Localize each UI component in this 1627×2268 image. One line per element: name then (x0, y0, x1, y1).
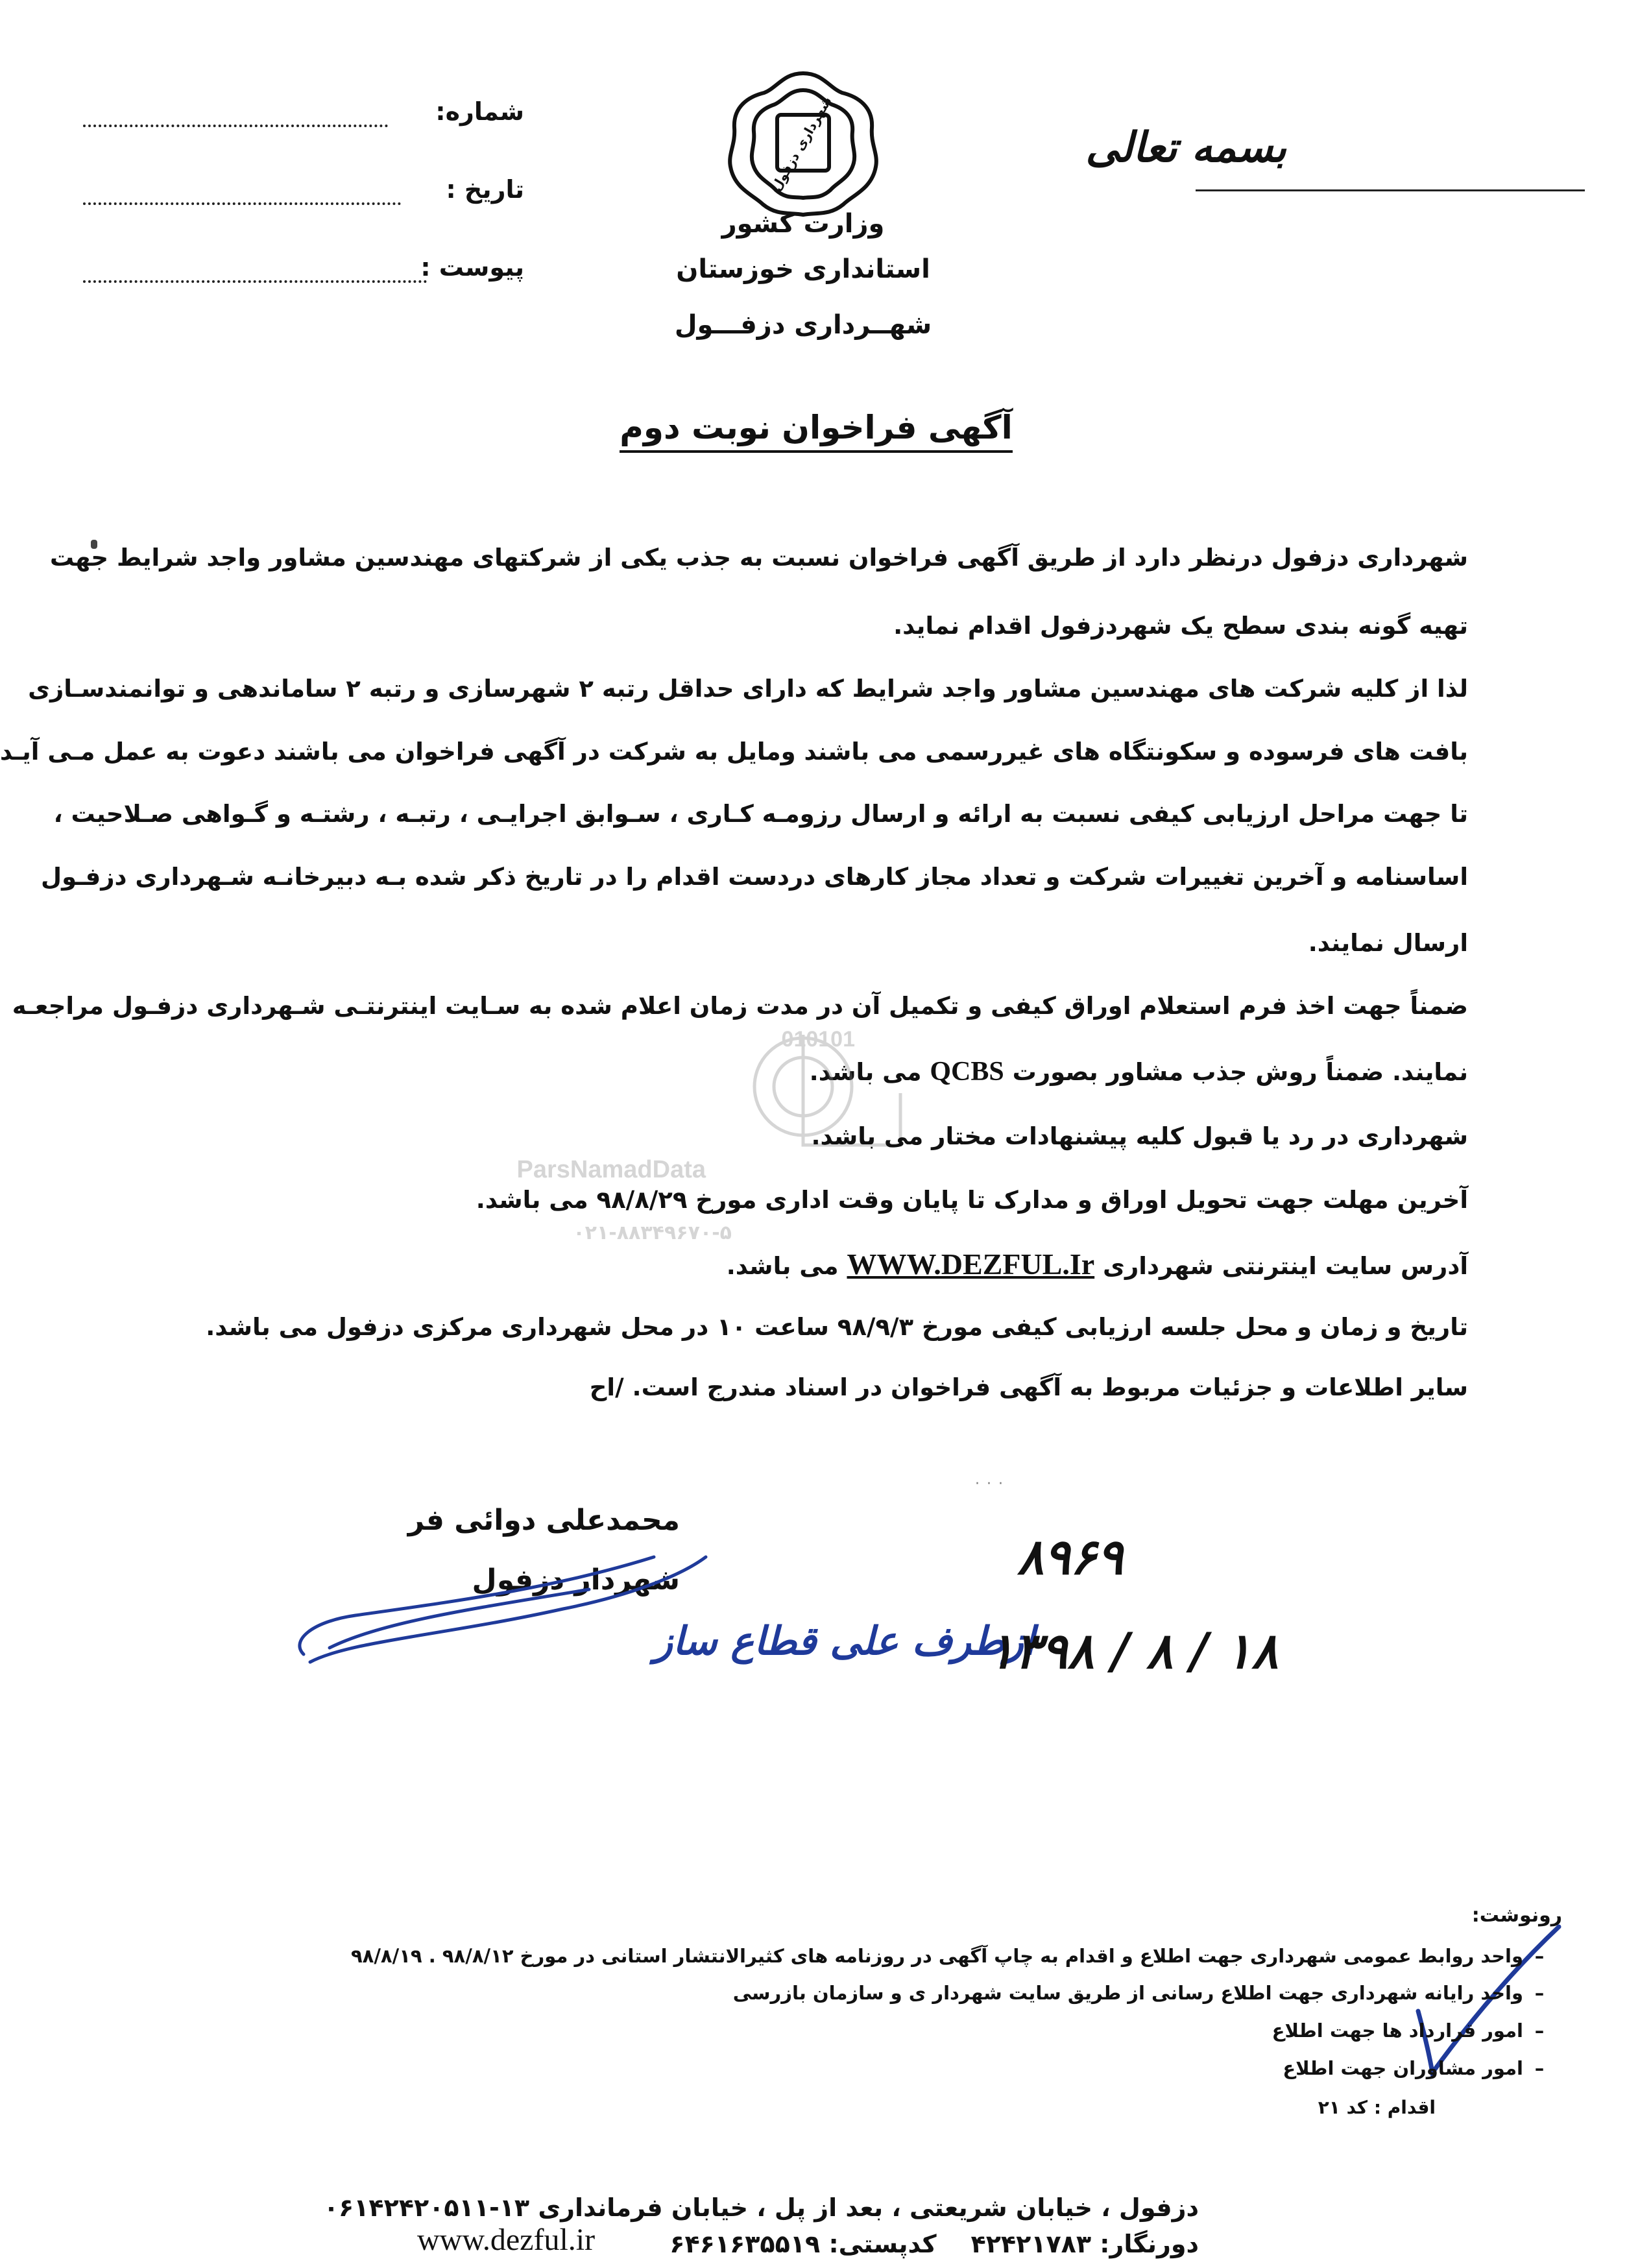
date-label: تاریخ : (446, 175, 524, 204)
attachment-dotted-line (83, 280, 427, 283)
document-title (492, 409, 1140, 446)
qcbs-text-before: نمایند. ضمناً روش جذب مشاور بصورت (1012, 1058, 1468, 1086)
svg-text:ازطرف علی قطاع ساز: ازطرف علی قطاع ساز (654, 1619, 1035, 1664)
body-line: تاریخ و زمان و محل جلسه ارزیابی کیفی مورخ ۹۸/۹/۳ ساعت ۱۰ در محل شهرداری مرکزی دزفول می باشد. (206, 1313, 1468, 1341)
municipality-website-link[interactable]: WWW.DEZFUL.Ir (847, 1248, 1095, 1281)
cc-item: –واحد روابط عمومی شهرداری جهت اطلاع و اقدام به چاپ آگهی در روزنامه های کثیرالانتشار استانی در مورخ ۹۸/۸/۱۲ . ۹۸/۸/۱۹ (351, 1945, 1556, 1967)
signatory-position: شهردار دزفول (472, 1563, 680, 1597)
footer-website[interactable]: www.dezful.ir (417, 2223, 596, 2257)
number-dotted-line (83, 125, 388, 127)
postal-label: کدپستی: (828, 2230, 937, 2258)
municipality-logo (725, 68, 881, 217)
svg-text:010101: 010101 (781, 1027, 855, 1052)
body-line: اساسنامه و آخرین تغییرات شرکت و تعداد مجاز کارهای دردست اقدام را در تاریخ ذکر شده بـه دبیرخانـه شـهرداری دزفـول (41, 863, 1468, 891)
fax-label: دورنگار: (1100, 2230, 1199, 2258)
number-field (83, 97, 524, 136)
cc-item: –امور مشاوران جهت اطلاع (1283, 2057, 1556, 2079)
attachment-label: پیوست : (420, 253, 524, 282)
body-line: ارسال نمایند. (1308, 929, 1468, 957)
body-line: تا جهت مراحل ارزیابی کیفی نسبت به ارائه و ارسال رزومـه کـاری ، سـوابق اجرایـی ، رتبـه ، رشتـه و گـواهی صـلاحیت ، (53, 800, 1468, 828)
postal-code: ۶۴۶۱۶۳۵۵۱۹ (669, 2230, 821, 2258)
document-title-text: آگهی فراخوان نوبت دوم (620, 409, 1012, 453)
action-code: اقدام : کد ۲۱ (1318, 2097, 1436, 2118)
basmala: بسمه تعالی (1085, 123, 1286, 172)
date-field (83, 175, 524, 214)
fax-number: ۴۲۴۲۱۷۸۳ (970, 2230, 1092, 2258)
qcbs-code: QCBS (930, 1057, 1004, 1087)
website-text-before: آدرس سایت اینترنتی شهرداری (1103, 1252, 1468, 1280)
footer-address-line: دزفول ، خیابان شریعتی ، بعد از پل ، خیابان فرمانداری ۱۳-۰۶۱۴۲۴۲۰۵۱۱ (323, 2193, 1199, 2222)
date-dotted-line (83, 202, 401, 205)
cc-bullet: – (1534, 2020, 1545, 2042)
body-line: ضمناً جهت اخذ فرم استعلام اوراق کیفی و تکمیل آن در مدت زمان اعلام شده به سـایت اینترنتـی شـهرداری دزفـول مراجعـه (12, 992, 1468, 1020)
org-ministry: وزارت کشور (721, 209, 885, 239)
body-line: سایر اطلاعات و جزئیات مربوط به آگهی فراخوان در اسناد مندرج است. /اح (589, 1373, 1468, 1401)
attachment-field (83, 253, 524, 292)
handwritten-registration-date: ۱۳۹۸ / ۸ / ۱۸ (988, 1622, 1279, 1680)
org-province: استانداری خوزستان (676, 254, 930, 284)
number-label: شماره: (435, 97, 524, 126)
body-line: تهیه گونه بندی سطح یک شهردزفول اقدام نماید. (893, 612, 1468, 640)
cc-bullet: – (1534, 2057, 1545, 2079)
footer-contact-line (669, 2230, 1199, 2258)
body-line: لذا از کلیه شرکت های مهندسین مشاور واجد شرایط که دارای حداقل رتبه ۲ شهرسازی و رتبه ۲ ساماندهی و توانمندسـازی (28, 675, 1468, 703)
website-text-after: می باشد. (726, 1252, 839, 1280)
body-line: آخرین مهلت جهت تحویل اوراق و مدارک تا پایان وقت اداری مورخ ۹۸/۸/۲۹ می باشد. (476, 1186, 1468, 1214)
handwritten-signature (252, 1492, 1035, 1687)
cc-heading: رونوشت: (1471, 1904, 1562, 1927)
body-line: شهرداری دزفول درنظر دارد از طریق آگهی فراخوان نسبت به جذب یکی از شرکتهای مهندسین مشاور واجد شرایط جهت (49, 544, 1468, 572)
body-line-website (727, 1247, 1468, 1281)
qcbs-text-after: می باشد. (809, 1058, 922, 1086)
faint-mark: · · · (975, 1476, 1004, 1492)
svg-text:شهرداری دزفول: شهرداری دزفول (768, 93, 835, 194)
svg-text:ParsNamadData: ParsNamadData (516, 1156, 706, 1183)
basmala-rule (1196, 189, 1585, 191)
body-line: شهرداری در رد یا قبول کلیه پیشنهادات مختار می باشد. (811, 1122, 1468, 1150)
org-municipality: شهــرداری دزفـــول (674, 310, 932, 340)
cc-item: –امور قرارداد ها جهت اطلاع (1272, 2020, 1556, 2042)
svg-text:۰۲۱-۸۸۳۴۹۶۷۰-۵: ۰۲۱-۸۸۳۴۹۶۷۰-۵ (573, 1222, 732, 1244)
cc-bullet: – (1534, 1945, 1545, 1967)
signatory-name: محمدعلی دوائی فر (407, 1504, 680, 1537)
body-line: بافت های فرسوده و سکونتگاه های غیررسمی می باشند ومایل به شرکت در آگهی فراخوان می باشند دعوت به عمل مـی آیـد (0, 738, 1468, 766)
cc-bullet: – (1534, 1982, 1545, 2004)
handwritten-registration-number: ۸۹۶۹ (1017, 1528, 1124, 1586)
cc-item: –واحد رایانه شهرداری جهت اطلاع رسانی از طریق سایت شهردار ی و سازمان بازرسی (733, 1982, 1556, 2004)
